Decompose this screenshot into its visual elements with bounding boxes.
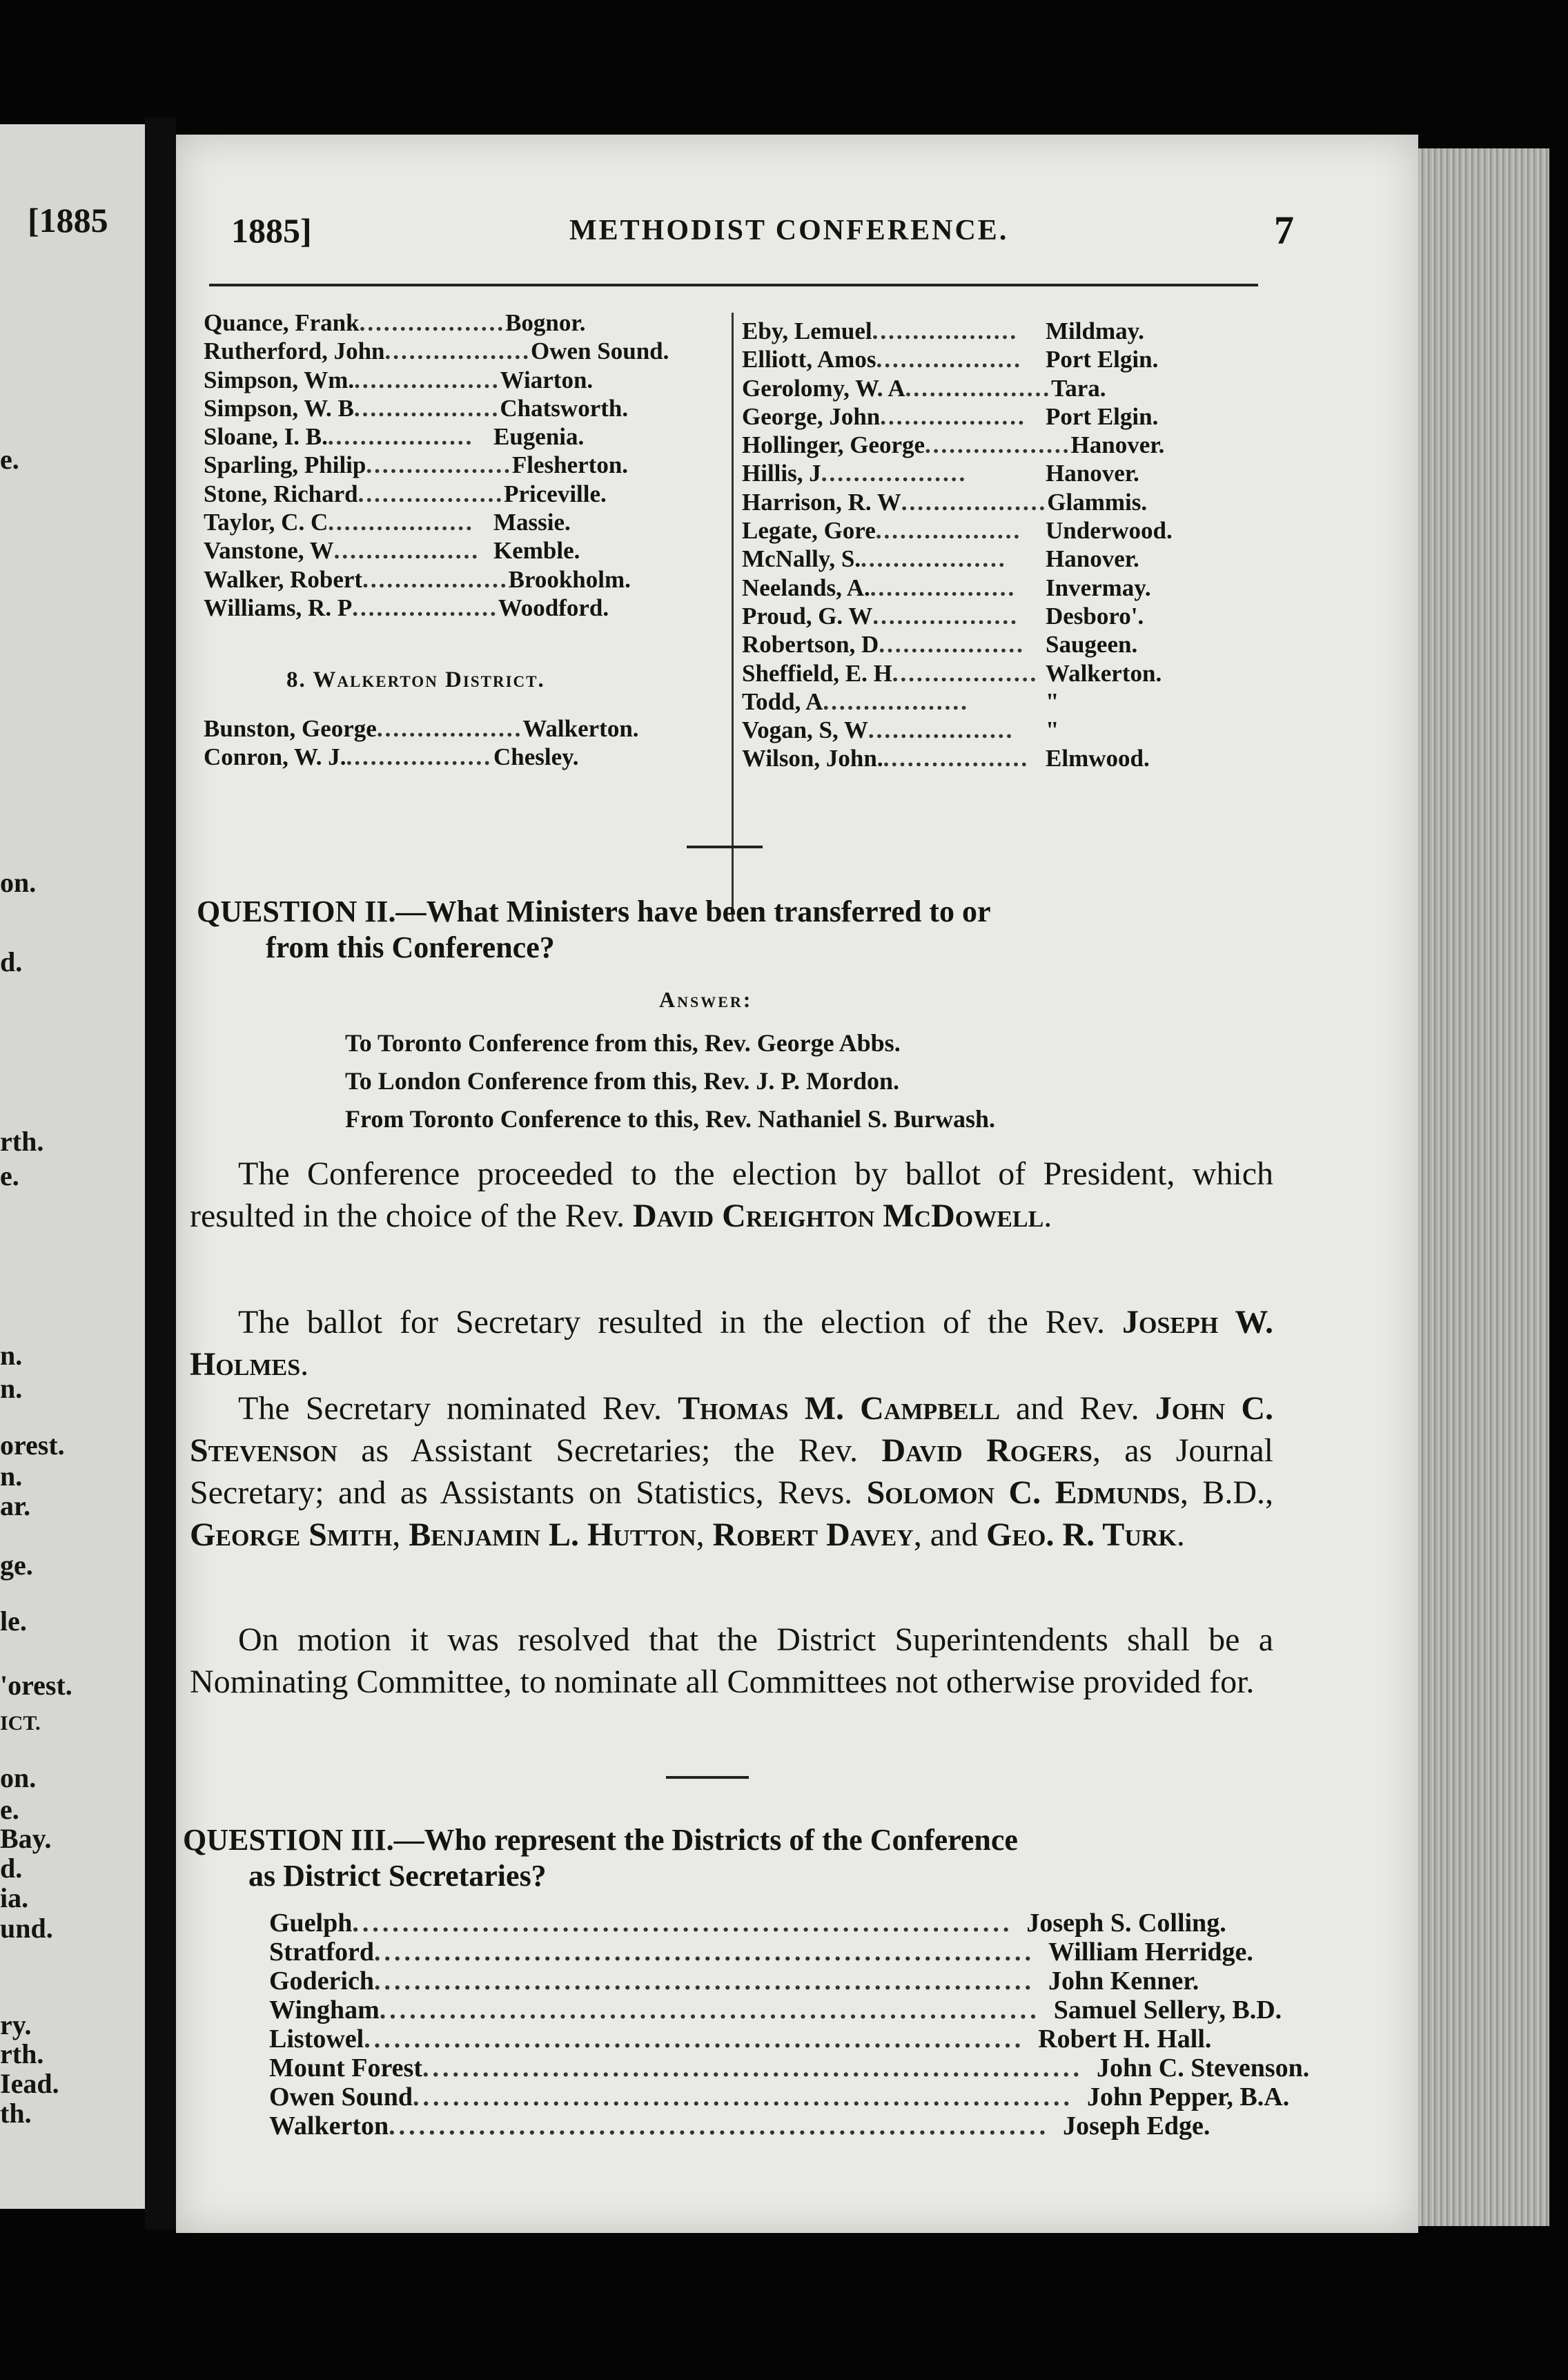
- answer-line: To London Conference from this, Rev. J. P. Mordon.: [345, 1067, 900, 1095]
- station-place: Hanover.: [1046, 460, 1139, 487]
- leader-dots: ..................................................................: [352, 1909, 1013, 1938]
- secretary-name: William Herridge.: [1048, 1938, 1253, 1967]
- previous-page-fragment-text: e.: [0, 444, 19, 475]
- header-title: METHODIST CONFERENCE.: [569, 215, 1009, 246]
- person-name: Robert Davey: [712, 1516, 914, 1553]
- leader-dots: ..................................................................: [422, 2054, 1083, 2082]
- list-item: [204, 536, 645, 565]
- previous-page-fragment-text: Iead.: [0, 2068, 59, 2099]
- leader-dots: ..................: [328, 509, 474, 536]
- leader-dots: ..................: [384, 338, 531, 365]
- leader-dots: ..................: [357, 480, 504, 507]
- list-item: [742, 317, 1184, 345]
- station-place: Massie.: [493, 509, 571, 536]
- list-item: [269, 2054, 1310, 2082]
- paragraph-text: as Assistant Secretaries; the Rev.: [337, 1432, 882, 1469]
- paragraph-text: ,: [696, 1516, 713, 1553]
- answer-line: From Toronto Conference to this, Rev. Nathaniel S. Burwash.: [345, 1105, 996, 1133]
- leader-dots: ..................: [353, 394, 500, 422]
- station-place: Port Elgin.: [1046, 402, 1159, 430]
- station-place: Underwood.: [1046, 517, 1173, 545]
- minister-name: Conron, W. J.: [204, 743, 346, 771]
- station-place: Bognor.: [505, 309, 586, 336]
- leader-dots: ..................: [883, 745, 1030, 772]
- secretary-name: Robert H. Hall.: [1038, 2025, 1212, 2054]
- list-item: [742, 545, 1184, 573]
- leader-dots: ..................: [861, 545, 1007, 573]
- leader-dots: ..................: [823, 687, 969, 715]
- book-fore-edge: [1418, 148, 1549, 2226]
- leader-dots: ..................: [346, 743, 493, 771]
- question-2-line-1: QUESTION II.—What Ministers have been transferred to or: [197, 895, 991, 928]
- list-item: [742, 488, 1184, 516]
- book-page: [176, 135, 1418, 2233]
- previous-page-fragment-text: n.: [0, 1461, 23, 1492]
- list-item: [204, 337, 669, 365]
- list-item: [742, 431, 1184, 459]
- minister-name: Bunston, George: [204, 715, 377, 742]
- list-item: [269, 1938, 1253, 1967]
- previous-page-fragment: [0, 124, 145, 2209]
- minister-name: George, John: [742, 402, 881, 430]
- previous-page-fragment-text: le.: [0, 1606, 27, 1637]
- leader-dots: ..................: [905, 374, 1052, 402]
- leader-dots: ..................: [879, 631, 1025, 659]
- list-item: [742, 687, 1184, 716]
- section-rule: [687, 846, 763, 848]
- station-place: Desboro'.: [1046, 602, 1144, 630]
- district-name: Stratford: [269, 1938, 374, 1967]
- station-place: Walkerton.: [522, 715, 639, 742]
- leader-dots: ..................................................................: [373, 1938, 1035, 1967]
- list-item: [742, 574, 1184, 602]
- minister-name: Elliott, Amos: [742, 346, 876, 373]
- person-name: Geo. R. Turk: [986, 1516, 1177, 1553]
- paragraph-president-election: [190, 1153, 1273, 1237]
- district-name: Walkerton: [269, 2111, 389, 2140]
- minister-name: Harrison, R. W: [742, 488, 901, 516]
- previous-page-fragment-text: on.: [0, 867, 37, 898]
- previous-page-fragment-text: ge.: [0, 1550, 33, 1581]
- minister-name: Vanstone, W: [204, 537, 334, 565]
- minister-name: Sheffield, E. H: [742, 659, 892, 687]
- list-item: [742, 516, 1184, 545]
- paragraph-secretary-election: [190, 1301, 1273, 1385]
- minister-name: Vogan, S, W: [742, 716, 868, 744]
- secretary-name: John Pepper, B.A.: [1087, 2082, 1290, 2111]
- person-name: John C. Stevenson: [190, 1390, 1273, 1469]
- station-place: Brookholm.: [508, 565, 631, 593]
- question-3-line-1: QUESTION III.—Who represent the Districts of the Conference: [183, 1823, 1018, 1857]
- list-item: [269, 2082, 1290, 2111]
- paragraph-text: The Secretary nominated Rev.: [238, 1390, 678, 1427]
- list-item: [269, 2025, 1212, 2054]
- list-item: [204, 480, 645, 508]
- person-name: Thomas M. Campbell: [678, 1390, 1000, 1427]
- stations-list-left: [204, 309, 669, 622]
- person-name: David Creighton McDowell: [633, 1198, 1044, 1234]
- minister-name: Williams, R. P: [204, 594, 353, 621]
- running-header: [204, 208, 1294, 259]
- minister-name: Proud, G. W: [742, 602, 873, 630]
- previous-page-fragment-text: e.: [0, 1794, 19, 1825]
- secretary-name: Joseph Edge.: [1063, 2111, 1211, 2140]
- previous-page-fragment-text: rth.: [0, 1126, 44, 1157]
- previous-page-fragment-text: d.: [0, 1853, 23, 1884]
- minister-name: Robertson, D: [742, 631, 879, 659]
- leader-dots: ..................: [868, 716, 1015, 744]
- list-item: [204, 565, 645, 594]
- secretary-name: Samuel Sellery, B.D.: [1053, 1996, 1282, 2025]
- minister-name: Todd, A: [742, 687, 823, 715]
- stations-list-left-walkerton: [204, 714, 645, 772]
- answer-line: To Toronto Conference from this, Rev. George Abbs.: [345, 1029, 901, 1057]
- minister-name: Hollinger, George: [742, 431, 925, 459]
- list-item: [204, 422, 645, 451]
- previous-page-fragment-text: ia.: [0, 1882, 29, 1913]
- list-item: [269, 1967, 1199, 1996]
- station-place: Hanover.: [1046, 545, 1139, 573]
- previous-page-fragment-text: th.: [0, 2098, 32, 2129]
- leader-dots: ..................: [362, 565, 509, 593]
- leader-dots: ..................: [354, 366, 500, 393]
- secretary-name: John Kenner.: [1048, 1967, 1199, 1996]
- leader-dots: ..................: [892, 659, 1039, 687]
- station-place: Owen Sound.: [531, 338, 669, 365]
- paragraph-text: ,: [392, 1516, 409, 1553]
- station-place: Wiarton.: [500, 366, 594, 393]
- paragraph-text: The ballot for Secretary resulted in the election of the Rev.: [238, 1304, 1122, 1340]
- page-number: 7: [1274, 208, 1294, 253]
- minister-name: McNally, S.: [742, 545, 861, 573]
- leader-dots: ..................: [870, 574, 1017, 601]
- paragraph-text: .: [300, 1346, 309, 1383]
- previous-page-fragment-text: ICT.: [0, 1712, 41, 1735]
- previous-page-fragment-text: d.: [0, 946, 23, 977]
- leader-dots: ..................: [333, 537, 480, 565]
- list-item: [742, 402, 1184, 431]
- paragraph-text: The Conference proceeded to the election by ballot of President, which resulted in the choice of the Rev.: [190, 1155, 1273, 1234]
- leader-dots: ..................: [880, 402, 1026, 430]
- header-year: 1885]: [231, 211, 312, 250]
- minister-name: Sloane, I. B.: [204, 423, 328, 451]
- station-place: Tara.: [1051, 374, 1106, 402]
- leader-dots: ..................: [872, 318, 1019, 344]
- question-2-line-2: from this Conference?: [266, 930, 555, 964]
- minister-name: Quance, Frank: [204, 309, 360, 336]
- leader-dots: ..................................................................: [373, 1967, 1035, 1996]
- district-secretaries-list: [269, 1909, 1310, 2140]
- previous-page-fragment-text: e.: [0, 1160, 19, 1191]
- secretary-name: Joseph S. Colling.: [1026, 1909, 1226, 1938]
- book-gutter: [145, 117, 176, 2230]
- station-place: Hanover.: [1070, 431, 1165, 459]
- paragraph-text: , and: [913, 1516, 987, 1553]
- station-place: Elmwood.: [1046, 745, 1150, 772]
- question-3-line-2: as District Secretaries?: [248, 1859, 547, 1893]
- minister-name: Eby, Lemuel: [742, 318, 872, 344]
- minister-name: Legate, Gore: [742, 517, 876, 545]
- station-place: Flesherton.: [511, 451, 629, 479]
- secretary-name: John C. Stevenson.: [1097, 2054, 1310, 2082]
- list-item: [742, 345, 1184, 373]
- station-place: Invermay.: [1046, 574, 1151, 601]
- stations-list-right: [742, 317, 1184, 773]
- previous-page-fragment-text: ar.: [0, 1490, 31, 1521]
- minister-name: Wilson, John.: [742, 745, 883, 772]
- previous-page-fragment-text: Bay.: [0, 1823, 52, 1854]
- station-place: Mildmay.: [1046, 318, 1144, 344]
- leader-dots: ..................: [872, 602, 1019, 630]
- district-name: Wingham: [269, 1996, 380, 2025]
- paragraph-text: .: [1043, 1198, 1052, 1234]
- station-place: ": [1046, 716, 1059, 744]
- station-place: Priceville.: [504, 480, 607, 507]
- station-place: Saugeen.: [1046, 631, 1138, 659]
- station-place: Port Elgin.: [1046, 346, 1159, 373]
- leader-dots: ..................................................................: [389, 2111, 1050, 2140]
- person-name: George Smith: [190, 1516, 393, 1553]
- previous-page-fragment-text: 'orest.: [0, 1670, 72, 1701]
- leader-dots: ..................: [925, 431, 1071, 459]
- list-item: [204, 743, 645, 771]
- station-place: Woodford.: [498, 594, 609, 621]
- list-item: [742, 374, 1184, 402]
- list-item: [269, 2111, 1211, 2140]
- question-3: [183, 1822, 1260, 1894]
- list-item: [742, 744, 1184, 772]
- list-item: [742, 602, 1184, 630]
- minister-name: Simpson, Wm.: [204, 366, 355, 393]
- list-item: [204, 309, 645, 337]
- leader-dots: ..................................................................: [364, 2025, 1025, 2054]
- district-name: Guelph: [269, 1909, 353, 1938]
- station-place: Eugenia.: [493, 423, 585, 451]
- person-name: Joseph W. Holmes: [190, 1304, 1273, 1383]
- paragraph-text: and Rev.: [999, 1390, 1155, 1427]
- list-item: [269, 1996, 1282, 2025]
- previous-page-fragment-text: orest.: [0, 1430, 65, 1461]
- minister-name: Stone, Richard: [204, 480, 358, 507]
- header-rule: [209, 284, 1258, 286]
- leader-dots: ..................................................................: [413, 2082, 1074, 2111]
- leader-dots: ..................................................................: [379, 1996, 1040, 2025]
- paragraph-text: .: [1176, 1516, 1185, 1553]
- district-name: Listowel: [269, 2025, 364, 2054]
- minister-name: Walker, Robert: [204, 565, 363, 593]
- list-item: [742, 659, 1184, 687]
- list-item: [204, 594, 645, 622]
- leader-dots: ..................: [376, 715, 523, 742]
- paragraph-text: , as Journal Secretary; and as Assistants on Statistics, Revs.: [190, 1432, 1274, 1511]
- minister-name: Rutherford, John: [204, 338, 385, 365]
- minister-name: Hillis, J: [742, 460, 821, 487]
- station-place: Chesley.: [493, 743, 579, 771]
- answer-heading: Answer:: [659, 987, 753, 1012]
- section-rule: [666, 1776, 749, 1779]
- question-2: [197, 894, 1273, 966]
- leader-dots: ..................: [876, 346, 1022, 373]
- list-item: [204, 508, 645, 536]
- list-item: [269, 1909, 1226, 1938]
- list-item: [204, 714, 645, 743]
- previous-page-header: [1885: [28, 201, 108, 240]
- leader-dots: ..................: [901, 488, 1048, 516]
- minister-name: Sparling, Philip: [204, 451, 366, 479]
- leader-dots: ..................: [359, 309, 506, 336]
- person-name: Benjamin L. Hutton: [409, 1516, 696, 1553]
- leader-dots: ..................: [352, 594, 498, 621]
- paragraph-assistant-secretaries: [190, 1387, 1273, 1556]
- district-heading: 8. Walkerton District.: [286, 667, 545, 692]
- station-place: Kemble.: [493, 537, 580, 565]
- paragraph-text: On motion it was resolved that the District Superintendents shall be a Nominating Committee, to nominate all Committees not otherwise provided for.: [190, 1621, 1273, 1700]
- paragraph-nominating-committee: [190, 1619, 1273, 1703]
- district-name: Owen Sound: [269, 2082, 413, 2111]
- previous-page-fragment-text: und.: [0, 1913, 53, 1944]
- column-divider: [732, 313, 734, 920]
- station-place: Walkerton.: [1046, 659, 1162, 687]
- minister-name: Simpson, W. B: [204, 394, 354, 422]
- previous-page-fragment-text: n.: [0, 1340, 23, 1371]
- station-place: ": [1046, 687, 1059, 715]
- list-item: [204, 451, 645, 479]
- person-name: Solomon C. Edmunds: [866, 1474, 1180, 1511]
- leader-dots: ..................: [875, 517, 1022, 545]
- minister-name: Neelands, A.: [742, 574, 870, 601]
- list-item: [742, 630, 1184, 659]
- district-name: Goderich: [269, 1967, 374, 1996]
- list-item: [742, 459, 1184, 487]
- paragraph-text: , B.D.,: [1179, 1474, 1273, 1511]
- leader-dots: ..................: [366, 451, 512, 479]
- list-item: [204, 394, 645, 422]
- previous-page-fragment-text: ry.: [0, 2009, 32, 2040]
- list-item: [204, 366, 645, 394]
- station-place: Glammis.: [1047, 488, 1148, 516]
- previous-page-fragment-text: n.: [0, 1373, 23, 1404]
- minister-name: Gerolomy, W. A: [742, 374, 905, 402]
- previous-page-fragment-text: rth.: [0, 2038, 44, 2069]
- list-item: [742, 716, 1184, 744]
- district-name: Mount Forest: [269, 2054, 422, 2082]
- previous-page-fragment-text: on.: [0, 1762, 37, 1793]
- person-name: David Rogers: [881, 1432, 1092, 1469]
- minister-name: Taylor, C. C: [204, 509, 329, 536]
- leader-dots: ..................: [821, 460, 968, 487]
- station-place: Chatsworth.: [500, 394, 629, 422]
- leader-dots: ..................: [327, 423, 474, 451]
